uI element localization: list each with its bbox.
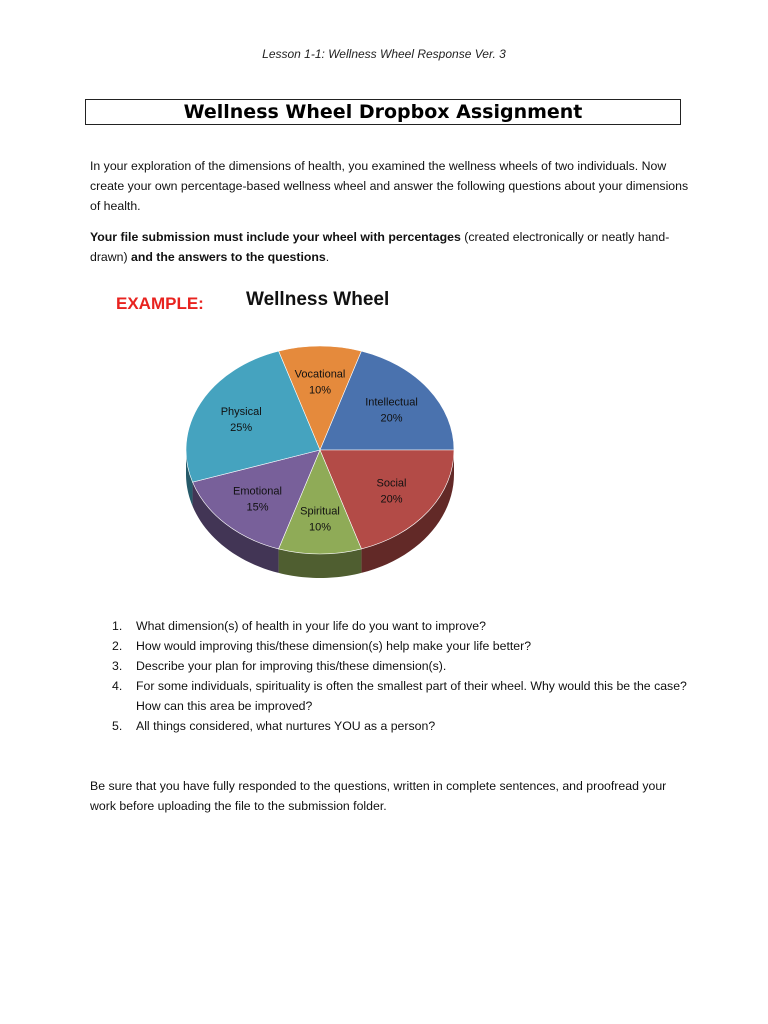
requirement-end: .: [325, 250, 330, 264]
slice-value-social: 20%: [380, 493, 403, 506]
slice-label-spiritual: Spiritual: [300, 505, 340, 518]
slice-value-intellectual: 20%: [380, 412, 403, 425]
slice-label-intellectual: Intellectual: [365, 396, 418, 409]
wellness-wheel-pie-chart: [170, 330, 470, 580]
intro-paragraph: In your exploration of the dimensions of health, you examined the wellness wheels of two individuals. Now create your own percentage-based wellness wheel and answer the following questions about your dimensions of health.: [90, 159, 689, 213]
slice-value-emotional: 15%: [246, 501, 269, 514]
question-number: 5.: [112, 719, 123, 733]
example-label: EXAMPLE:: [116, 294, 204, 313]
question-number: 4.: [112, 679, 123, 693]
requirement-normal: (created electronically or neatly hand-drawn): [90, 230, 670, 264]
question-text: For some individuals, spirituality is often the smallest part of their wheel. Why would this be the case? How can this area be improved?: [136, 679, 687, 713]
requirement-bold-1: Your file submission must include your wheel with percentages: [90, 230, 461, 244]
question-list: [112, 616, 692, 736]
question-item: [112, 656, 692, 676]
slice-label-vocational: Vocational: [294, 368, 346, 381]
slice-label-emotional: Emotional: [233, 485, 282, 498]
closing-paragraph: Be sure that you have fully responded to the questions, written in complete sentences, and proofread your work before uploading the file to the submission folder.: [90, 779, 667, 813]
slice-label-social: Social: [376, 477, 407, 490]
page-title: Wellness Wheel Dropbox Assignment: [85, 99, 681, 125]
question-item: [112, 636, 692, 656]
question-item: [112, 676, 692, 716]
requirement-bold-2: and the answers to the questions: [131, 250, 326, 264]
chart-title: Wellness Wheel: [246, 289, 390, 310]
question-number: 2.: [112, 639, 123, 653]
question-number: 1.: [112, 619, 123, 633]
question-item: [112, 716, 692, 736]
question-text: How would improving this/these dimension(s) help make your life better?: [136, 639, 532, 653]
question-number: 3.: [112, 659, 123, 673]
slice-value-physical: 25%: [230, 421, 253, 434]
document-header: Lesson 1-1: Wellness Wheel Response Ver. 3: [262, 47, 506, 61]
slice-value-vocational: 10%: [308, 384, 332, 397]
question-text: Describe your plan for improving this/these dimension(s).: [136, 659, 447, 673]
slice-value-spiritual: 10%: [308, 521, 332, 534]
slice-label-physical: Physical: [220, 405, 262, 418]
question-text: All things considered, what nurtures YOU as a person?: [136, 719, 436, 733]
question-text: What dimension(s) of health in your life do you want to improve?: [136, 619, 486, 633]
question-item: [112, 616, 692, 636]
requirement-paragraph: [90, 227, 690, 267]
